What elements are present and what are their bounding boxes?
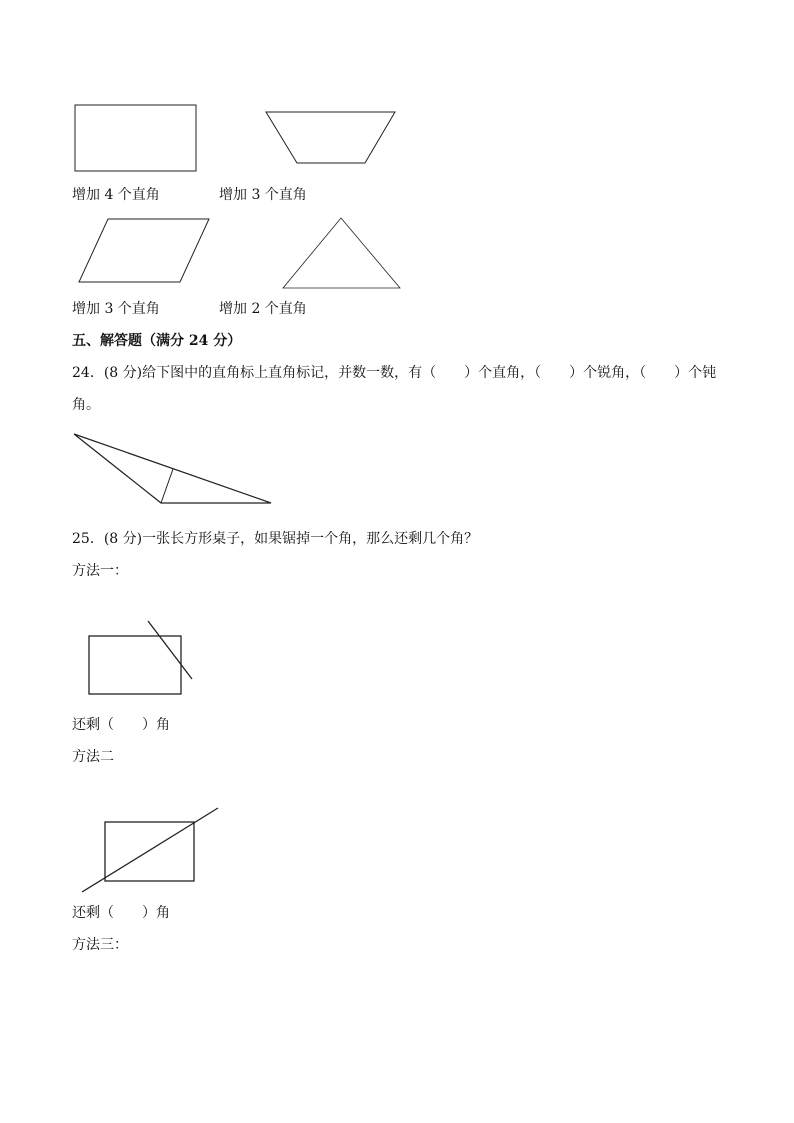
method1-answer: 还剩（ ）角 xyxy=(72,717,170,733)
method2-answer: 还剩（ ）角 xyxy=(72,905,170,921)
q25-question: 25．(8 分)一张长方形桌子，如果锯掉一个角，那么还剩几个角？ xyxy=(72,531,479,547)
caption-parallelogram: 增加 3 个直角 xyxy=(72,301,160,317)
caption-trapezoid: 增加 3 个直角 xyxy=(219,187,307,203)
rectangle-figure xyxy=(74,104,198,174)
q24-text-line1: 24．(8 分)给下图中的直角标上直角标记，并数一数，有（ ）个直角，（ ）个锐角，（ ）个钝 xyxy=(72,365,717,381)
q24-triangle-figure xyxy=(72,432,274,508)
caption-rectangle: 增加 4 个直角 xyxy=(72,187,160,203)
q24-text-line2: 角。 xyxy=(72,397,100,413)
method3-label: 方法三： xyxy=(72,937,128,953)
section-heading: 五、解答题（满分 24 分） xyxy=(72,333,242,349)
method2-rectangle-cut-figure xyxy=(80,805,222,895)
trapezoid-figure xyxy=(264,110,398,166)
caption-triangle: 增加 2 个直角 xyxy=(219,301,307,317)
parallelogram-figure xyxy=(77,217,213,285)
method1-rectangle-cut-figure xyxy=(86,618,196,698)
method1-label: 方法一： xyxy=(72,563,128,579)
triangle-figure xyxy=(281,216,403,292)
method2-label: 方法二 xyxy=(72,749,114,765)
